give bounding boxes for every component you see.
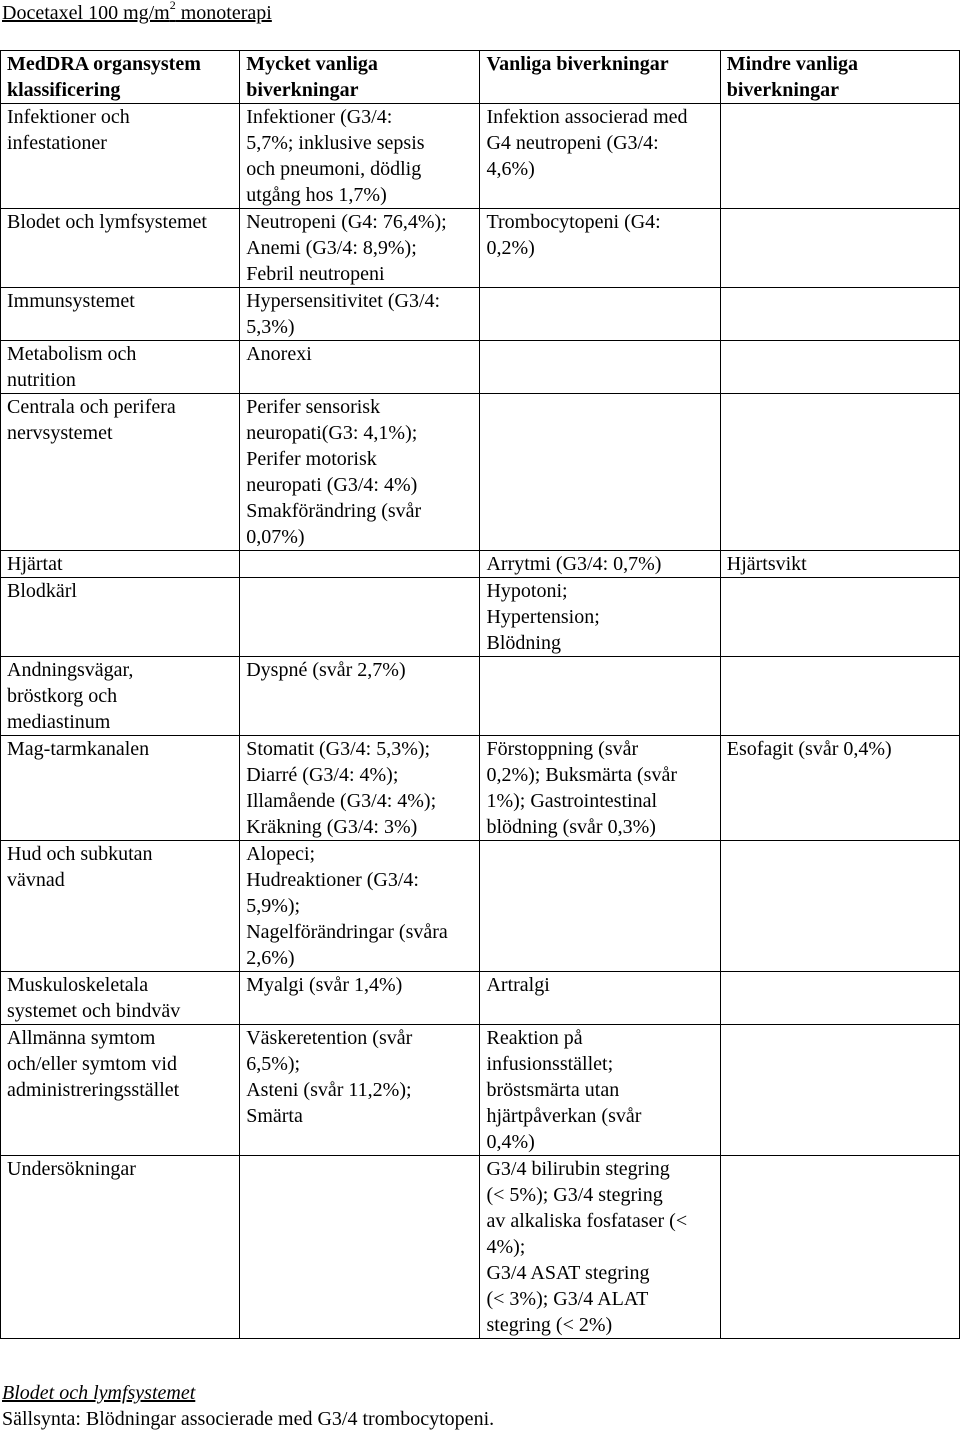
cell-uncommon [720, 341, 959, 394]
cell-uncommon: Esofagit (svår 0,4%) [720, 736, 959, 841]
title-suffix: monoterapi [175, 2, 272, 24]
table-row [1, 578, 960, 657]
cell-organ-class: Andningsvägar, bröstkorg och mediastinum [1, 657, 240, 736]
cell-uncommon [720, 657, 959, 736]
cell-uncommon [720, 394, 959, 551]
header-organ-class: MedDRA organsystem klassificering [1, 51, 240, 104]
table-row [1, 288, 960, 341]
cell-organ-class: Hud och subkutan vävnad [1, 841, 240, 972]
cell-very-common [240, 1156, 480, 1339]
cell-very-common [240, 578, 480, 657]
cell-common [480, 657, 720, 736]
cell-very-common: Myalgi (svår 1,4%) [240, 972, 480, 1025]
cell-organ-class: Immunsystemet [1, 288, 240, 341]
cell-organ-class: Blodkärl [1, 578, 240, 657]
cell-common: Hypotoni; Hypertension; Blödning [480, 578, 720, 657]
cell-uncommon [720, 1025, 959, 1156]
cell-organ-class: Allmänna symtom och/eller symtom vid administreringsstället [1, 1025, 240, 1156]
cell-common [480, 288, 720, 341]
table-row [1, 736, 960, 841]
table-row [1, 209, 960, 288]
cell-uncommon [720, 972, 959, 1025]
page-title [2, 0, 272, 26]
header-uncommon: Mindre vanliga biverkningar [720, 51, 959, 104]
cell-very-common: Anorexi [240, 341, 480, 394]
footnote-heading: Blodet och lymfsystemet [2, 1382, 196, 1404]
cell-common: Reaktion på infusionsstället; bröstsmärta utan hjärtpåverkan (svår 0,4%) [480, 1025, 720, 1156]
cell-very-common [240, 551, 480, 578]
cell-very-common: Stomatit (G3/4: 5,3%); Diarré (G3/4: 4%); Illamående (G3/4: 4%); Kräkning (G3/4: 3%) [240, 736, 480, 841]
cell-common: Trombocytopeni (G4: 0,2%) [480, 209, 720, 288]
cell-organ-class: Undersökningar [1, 1156, 240, 1339]
table-row [1, 1156, 960, 1339]
cell-very-common: Väskeretention (svår 6,5%); Asteni (svår 11,2%); Smärta [240, 1025, 480, 1156]
title-superscript: 2 [169, 0, 176, 13]
cell-common: Infektion associerad med G4 neutropeni (G3/4: 4,6%) [480, 104, 720, 209]
footnote-text: Sällsynta: Blödningar associerade med G3/4 trombocytopeni. [2, 1408, 495, 1430]
cell-organ-class: Blodet och lymfsystemet [1, 209, 240, 288]
cell-organ-class: Centrala och perifera nervsystemet [1, 394, 240, 551]
table-row [1, 104, 960, 209]
cell-uncommon [720, 841, 959, 972]
cell-common: Förstoppning (svår 0,2%); Buksmärta (svår 1%); Gastrointestinal blödning (svår 0,3%) [480, 736, 720, 841]
cell-organ-class: Mag-tarmkanalen [1, 736, 240, 841]
table-row [1, 657, 960, 736]
table-row [1, 394, 960, 551]
cell-uncommon [720, 104, 959, 209]
cell-common: Arrytmi (G3/4: 0,7%) [480, 551, 720, 578]
cell-common [480, 394, 720, 551]
table-row [1, 551, 960, 578]
table-row [1, 341, 960, 394]
cell-very-common: Neutropeni (G4: 76,4%); Anemi (G3/4: 8,9%); Febril neutropeni [240, 209, 480, 288]
cell-organ-class: Muskuloskeletala systemet och bindväv [1, 972, 240, 1025]
table-row [1, 841, 960, 972]
cell-uncommon [720, 578, 959, 657]
table-row [1, 972, 960, 1025]
cell-uncommon: Hjärtsvikt [720, 551, 959, 578]
cell-common [480, 341, 720, 394]
cell-uncommon [720, 209, 959, 288]
cell-very-common: Alopeci; Hudreaktioner (G3/4: 5,9%); Nagelförändringar (svåra 2,6%) [240, 841, 480, 972]
cell-organ-class: Infektioner och infestationer [1, 104, 240, 209]
cell-uncommon [720, 288, 959, 341]
cell-common [480, 841, 720, 972]
cell-very-common: Perifer sensorisk neuropati(G3: 4,1%); Perifer motorisk neuropati (G3/4: 4%) Smakförändring (svår 0,07%) [240, 394, 480, 551]
title-text: Docetaxel 100 mg/m [2, 2, 170, 24]
cell-very-common: Hypersensitivitet (G3/4: 5,3%) [240, 288, 480, 341]
adverse-reactions-table [0, 50, 960, 1339]
cell-organ-class: Hjärtat [1, 551, 240, 578]
cell-organ-class: Metabolism och nutrition [1, 341, 240, 394]
cell-common: Artralgi [480, 972, 720, 1025]
cell-uncommon [720, 1156, 959, 1339]
cell-common: G3/4 bilirubin stegring (< 5%); G3/4 stegring av alkaliska fosfataser (< 4%); G3/4 ASAT stegring (< 3%); G3/4 ALAT stegring (< 2%) [480, 1156, 720, 1339]
table-row [1, 1025, 960, 1156]
header-common: Vanliga biverkningar [480, 51, 720, 104]
cell-very-common: Infektioner (G3/4: 5,7%; inklusive sepsis och pneumoni, dödlig utgång hos 1,7%) [240, 104, 480, 209]
table-header-row [1, 51, 960, 104]
header-very-common: Mycket vanliga biverkningar [240, 51, 480, 104]
cell-very-common: Dyspné (svår 2,7%) [240, 657, 480, 736]
